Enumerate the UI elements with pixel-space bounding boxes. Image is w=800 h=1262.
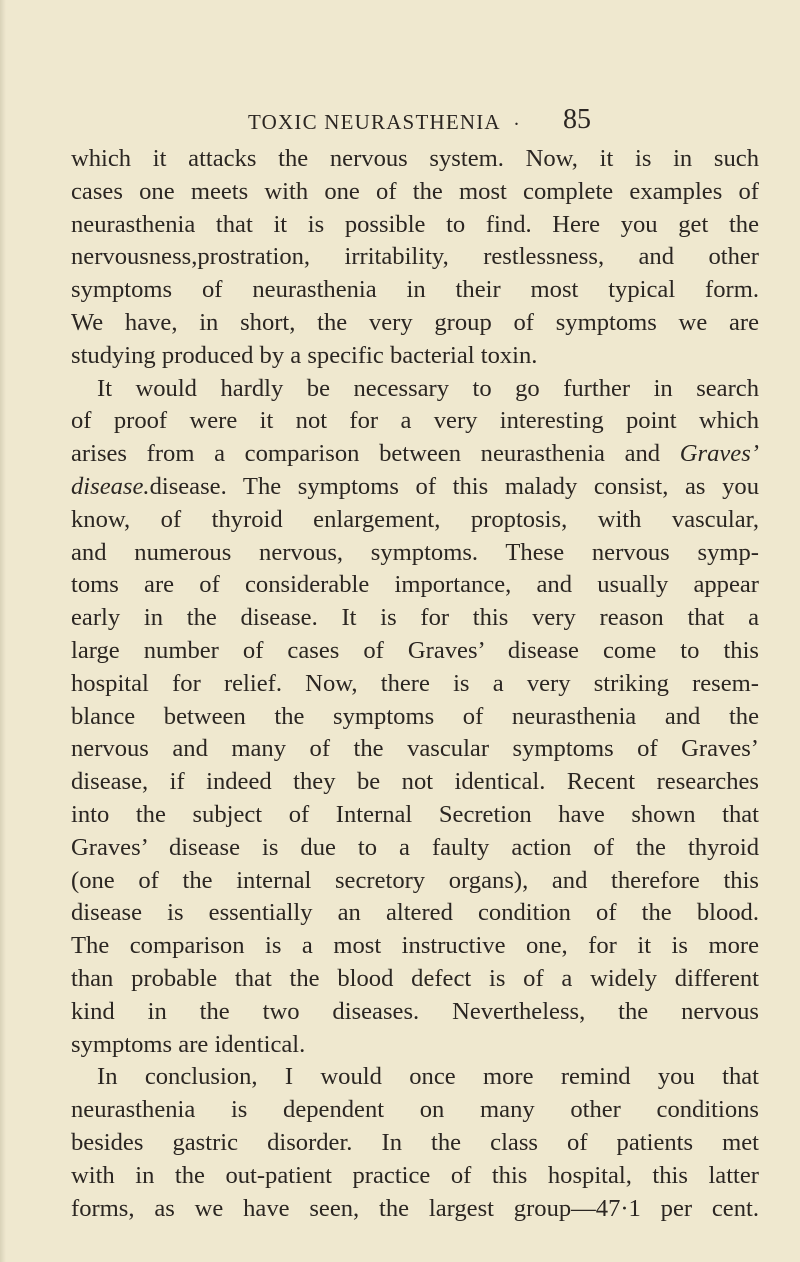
page-number: 85	[563, 104, 591, 135]
text-line: kind in the two diseases. Nevertheless, the nervous	[71, 997, 759, 1025]
text-line: disease, if indeed they be not identical. Recent researches	[71, 768, 759, 796]
text-line: disease is essentially an altered condition of the blood.	[71, 899, 759, 927]
text-line: besides gastric disorder. In the class of patients met	[71, 1128, 759, 1156]
text-line: symptoms of neurasthenia in their most typical form.	[71, 276, 759, 304]
text-line: large number of cases of Graves’ disease come to this	[71, 636, 759, 664]
text-line: hospital for relief. Now, there is a very striking resem-	[71, 669, 759, 697]
text-line: toms are of considerable importance, and usually appear	[71, 571, 759, 599]
text-line: blance between the symptoms of neurasthenia and the	[71, 702, 759, 730]
running-head: TOXIC NEURASTHENIA	[248, 110, 501, 134]
text-line: (one of the internal secretory organs), and therefore this	[71, 866, 759, 894]
text-line: symptoms are identical.	[71, 1030, 306, 1058]
text-line: than probable that the blood defect is of a widely different	[71, 964, 759, 992]
italic-graves: Graves’	[679, 440, 759, 468]
text-line: The comparison is a most instructive one, for it is more	[71, 932, 759, 960]
text-line: and numerous nervous, symptoms. These nervous symp-	[71, 538, 759, 566]
text-line: know, of thyroid enlargement, proptosis, with vascular,	[71, 505, 759, 533]
page-edge-shadow	[0, 0, 6, 1262]
text-line: with in the out-patient practice of this hospital, this latter	[71, 1161, 759, 1189]
text-line: We have, in short, the very group of symptoms we are	[71, 308, 759, 336]
body-text	[71, 143, 759, 1225]
text-line: In conclusion, I would once more remind you that	[97, 1063, 759, 1091]
header-separator: .	[514, 108, 519, 130]
text-line: nervousness,prostration, irritability, restlessness, and other	[71, 243, 759, 271]
text-line: Graves’ disease is due to a faulty action of the thyroid	[71, 833, 759, 861]
page-header	[0, 104, 800, 144]
text-line: early in the disease. It is for this very reason that a	[71, 604, 759, 632]
text-line: neurasthenia is dependent on many other conditions	[71, 1096, 759, 1124]
text-line-with-italic	[71, 471, 759, 504]
text-line: It would hardly be necessary to go further in search	[97, 374, 759, 402]
text-fragment: disease. The symptoms of this malady consist, as you	[149, 472, 759, 500]
italic-disease: disease.	[71, 472, 150, 500]
text-line: into the subject of Internal Secretion have shown that	[71, 800, 759, 828]
text-line: neurasthenia that it is possible to find. Here you get the	[71, 210, 759, 238]
text-line: forms, as we have seen, the largest group—47·1 per cent.	[71, 1194, 759, 1222]
text-line: nervous and many of the vascular symptoms of Graves’	[71, 735, 759, 763]
text-fragment: arises from a comparison between neurasthenia and	[71, 440, 680, 468]
text-line: of proof were it not for a very interesting point which	[71, 407, 759, 435]
text-line: which it attacks the nervous system. Now, it is in such	[71, 145, 759, 172]
text-line: studying produced by a specific bacterial toxin.	[71, 341, 538, 369]
text-line: cases one meets with one of the most complete examples of	[71, 177, 759, 205]
text-line-with-italic	[71, 438, 759, 471]
